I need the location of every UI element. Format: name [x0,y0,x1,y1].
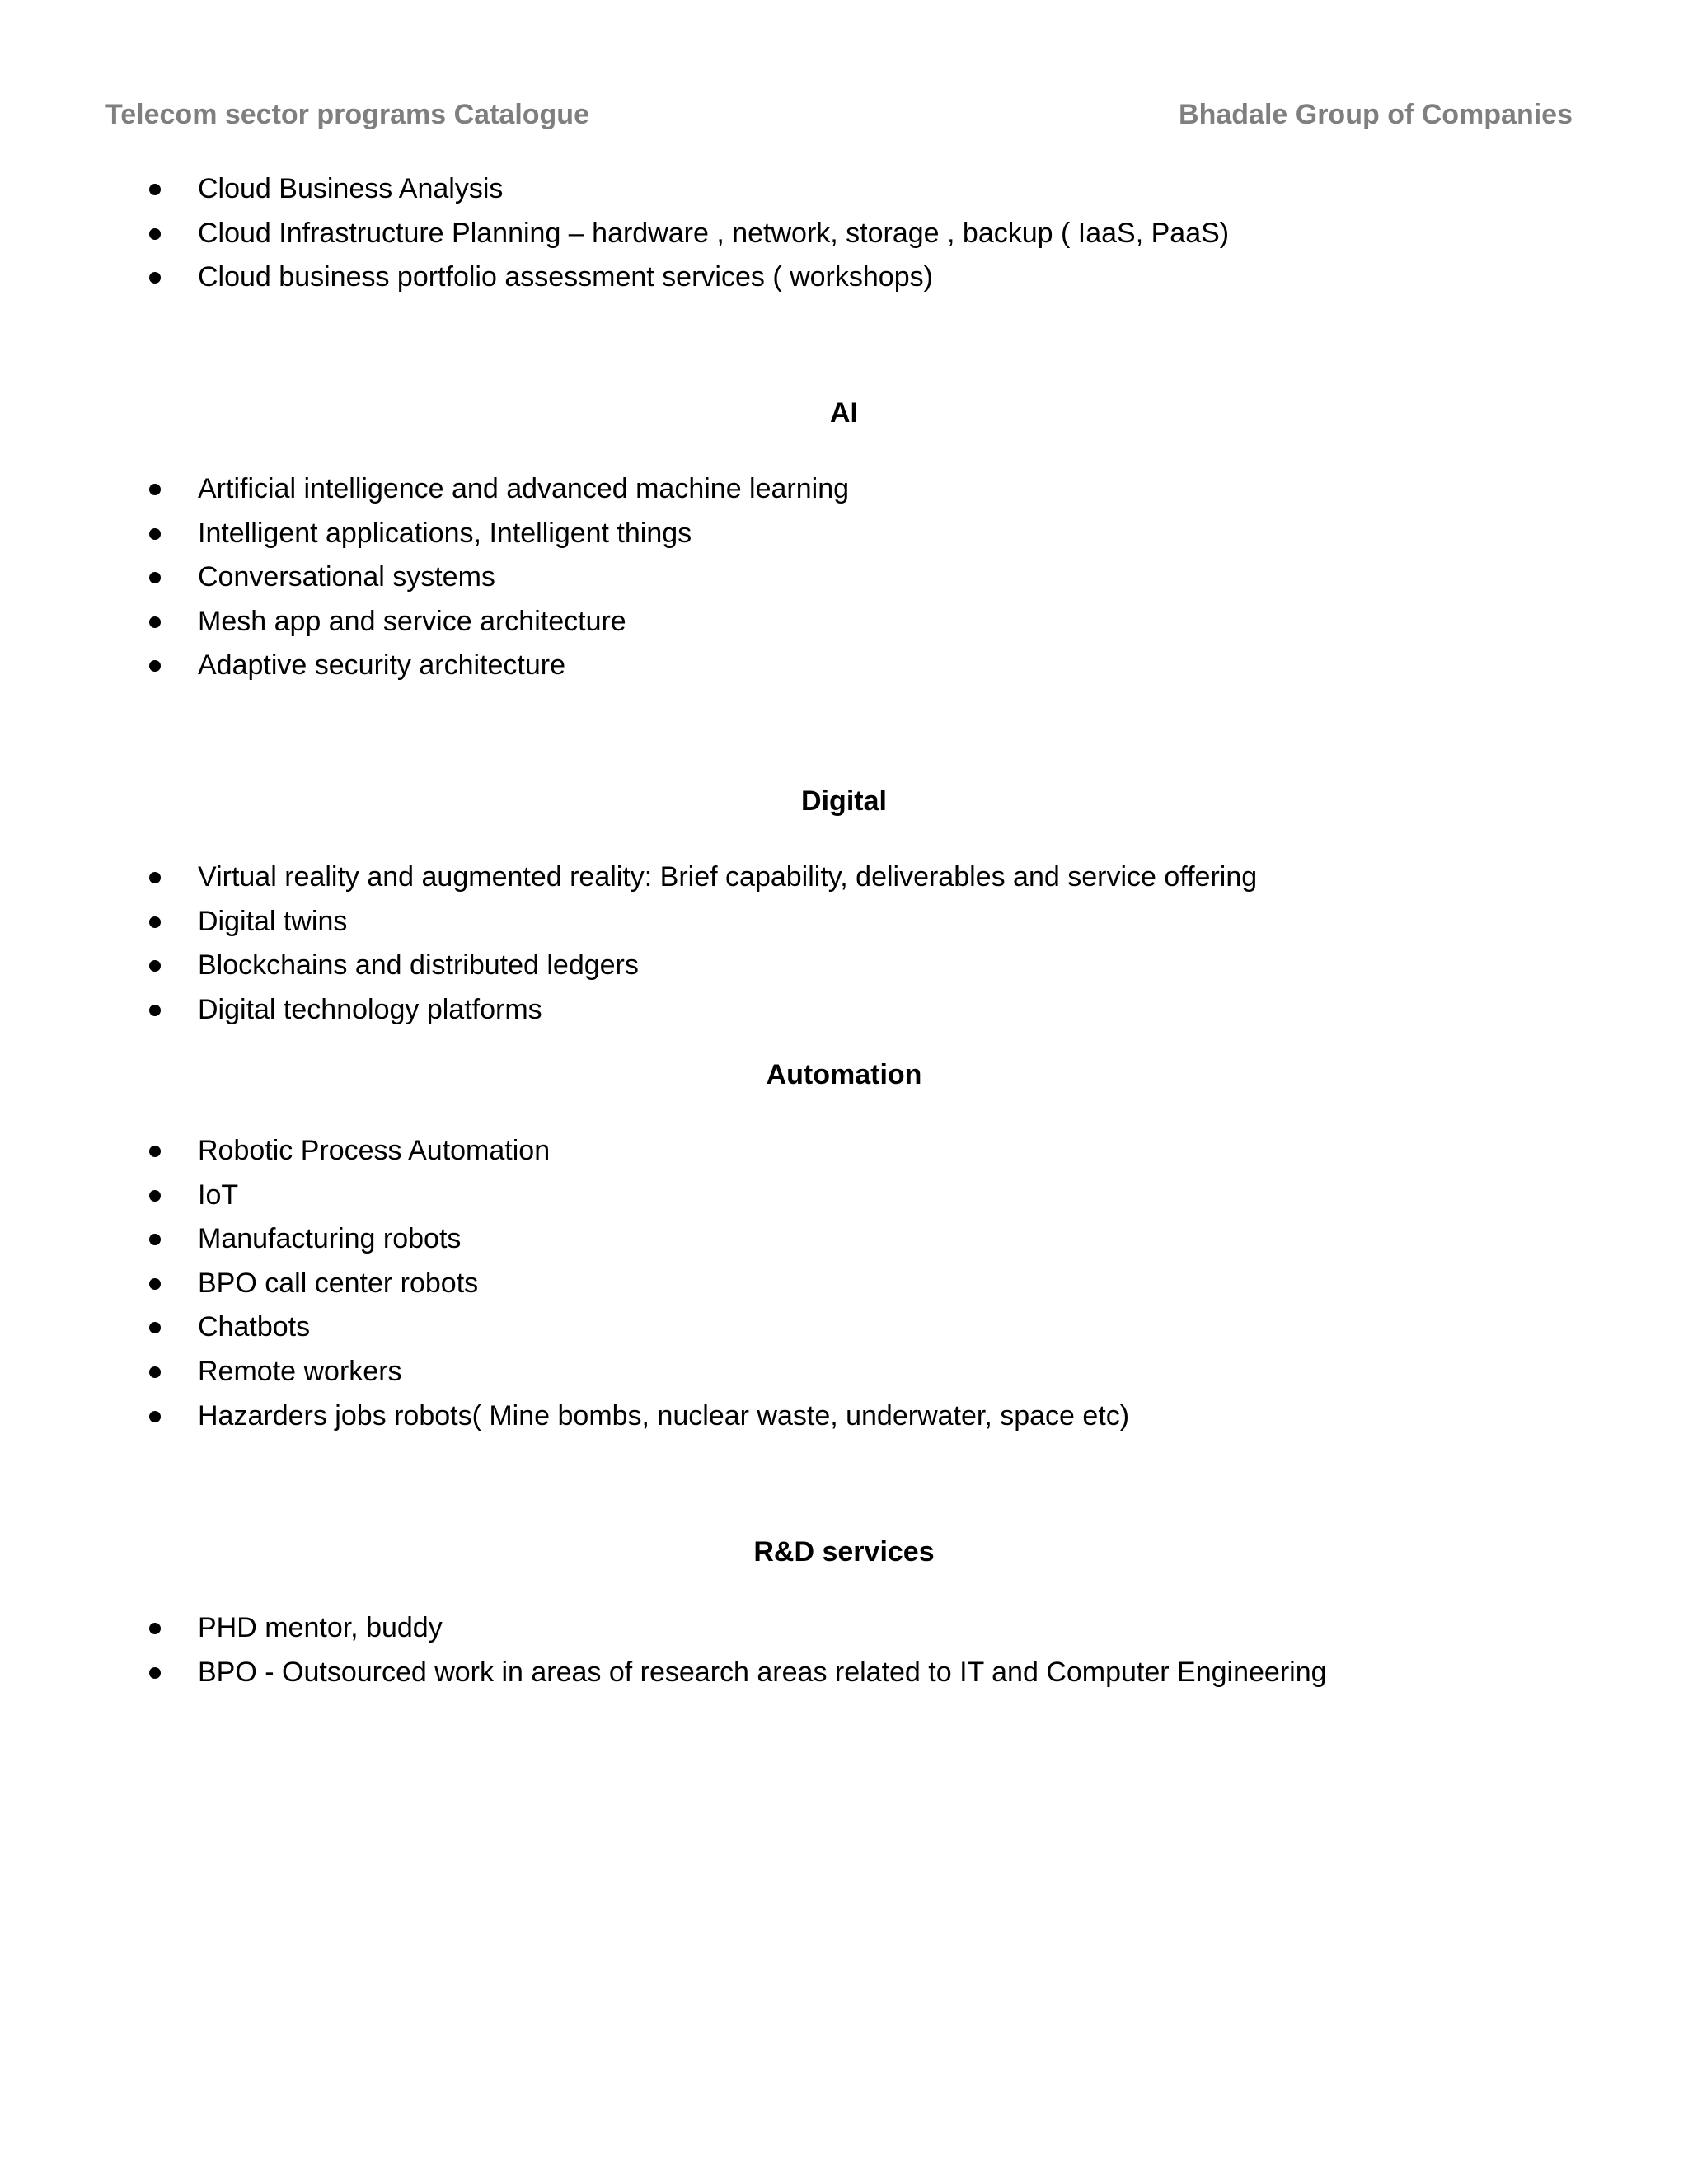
list-item-text: Robotic Process Automation [198,1135,551,1166]
bullet-icon [149,660,161,672]
list-item [0,644,1688,688]
list-item-text: Remote workers [198,1355,402,1387]
document-title: Telecom sector programs Catalogue [106,99,589,130]
list-item [0,1129,1688,1174]
bullet-icon [149,484,161,495]
bullet-icon [149,228,161,240]
bullet-icon [149,272,161,284]
list-item [0,1350,1688,1394]
list-item [0,467,1688,512]
list-item-text: Manufacturing robots [198,1223,462,1255]
bullet-icon [149,184,161,195]
list-item-text: Mesh app and service architecture [198,605,626,637]
cloud-list [0,167,1688,300]
digital-list [0,855,1688,1032]
list-item [0,1394,1688,1439]
list-item [0,900,1688,944]
list-item [0,512,1688,556]
list-item-text: IoT [198,1179,239,1211]
list-item-text: Cloud Business Analysis [198,173,504,204]
list-item-text: BPO call center robots [198,1267,479,1299]
list-item-text: Virtual reality and augmented reality: Brief capability, deliverables and service offering [198,861,1258,893]
bullet-icon [149,1005,161,1016]
ai-list [0,467,1688,688]
list-item-text: Hazarders jobs robots( Mine bombs, nuclear waste, underwater, space etc) [198,1399,1130,1432]
bullet-icon [149,1667,161,1679]
list-item [0,988,1688,1033]
list-item [0,1305,1688,1350]
bullet-icon [149,1623,161,1634]
list-item [0,555,1688,600]
list-item-text: Digital twins [198,905,348,937]
list-item-text: Adaptive security architecture [198,649,565,682]
automation-list [0,1129,1688,1438]
list-item [0,1217,1688,1262]
list-item-text: Chatbots [198,1311,311,1343]
bullet-icon [149,872,161,883]
bullet-icon [149,572,161,583]
list-item [0,1606,1688,1651]
bullet-icon [149,1146,161,1157]
section-heading-rnd: R&D services [753,1536,935,1568]
bullet-icon [149,1190,161,1202]
list-item [0,944,1688,988]
rnd-list [0,1606,1688,1694]
list-item [0,600,1688,644]
list-item [0,1262,1688,1306]
bullet-icon [149,616,161,628]
section-heading-digital: Digital [801,785,887,817]
list-item-text: Cloud business portfolio assessment services ( workshops) [198,261,933,293]
bullet-icon [149,960,161,972]
bullet-icon [149,528,161,540]
list-item-text: Cloud Infrastructure Planning – hardware , network, storage , backup ( IaaS, PaaS) [198,217,1230,249]
list-item [0,1174,1688,1218]
list-item [0,855,1688,900]
list-item-text: Artificial intelligence and advanced machine learning [198,473,850,504]
list-item-text: Intelligent applications, Intelligent things [198,517,692,549]
bullet-icon [149,1278,161,1290]
list-item [0,1651,1688,1695]
bullet-icon [149,1234,161,1245]
list-item-text: Digital technology platforms [198,993,542,1025]
list-item [0,255,1688,300]
list-item [0,167,1688,212]
list-item-text: BPO - Outsourced work in areas of research areas related to IT and Computer Engineering [198,1656,1327,1688]
bullet-icon [149,1366,161,1378]
list-item-text: Blockchains and distributed ledgers [198,949,639,982]
bullet-icon [149,1322,161,1333]
list-item [0,212,1688,256]
section-heading-automation: Automation [766,1059,922,1090]
bullet-icon [149,1411,161,1422]
list-item-text: Conversational systems [198,561,495,593]
bullet-icon [149,916,161,928]
list-item-text: PHD mentor, buddy [198,1612,443,1643]
page-header [106,99,1573,140]
section-heading-ai: AI [830,397,858,429]
company-name: Bhadale Group of Companies [1179,99,1573,130]
